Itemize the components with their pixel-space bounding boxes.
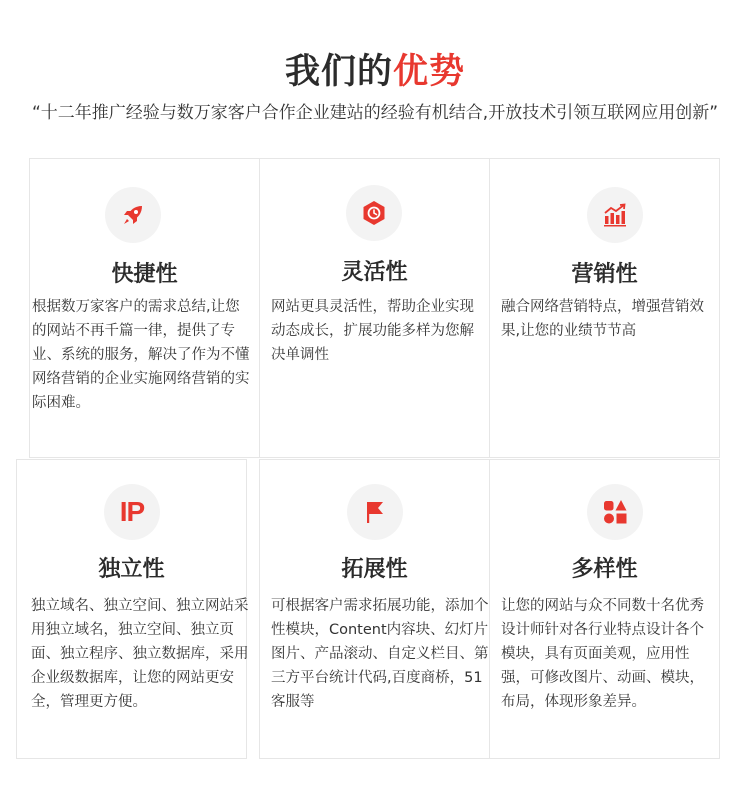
advantage-card-speed <box>29 158 260 458</box>
section-title-main: 我们的 <box>284 52 393 92</box>
card-title: 多样性 <box>571 557 638 582</box>
advantage-card-diversity <box>489 459 720 759</box>
card-description: 融合网络营销特点，增强营销效果,让您的业绩节节高 <box>501 299 704 339</box>
flag-icon-circle <box>347 484 403 540</box>
advantage-card-independence <box>16 459 247 759</box>
card-description: 网站更具灵活性，帮助企业实现动态成长，扩展功能多样为您解决单调性 <box>271 299 474 363</box>
card-description: 让您的网站与众不同数十名优秀设计师针对各行业特点设计各个模块，具有页面美观，应用性强，可修改图片、动画、模块，布局，体现形象差异。 <box>501 598 704 710</box>
bar-chart-icon <box>602 202 628 228</box>
card-description: 独立域名、独立空间、独立网站采用独立域名，独立空间、独立页面、独立程序、独立数据库，采用企业级数据库，让您的网站更安全，管理更方便。 <box>31 598 249 710</box>
card-title: 灵活性 <box>341 260 408 285</box>
section-subtitle: “十二年推广经验与数万家客户合作企业建站的经验有机结合,开放技术引领互联网应用创新” <box>31 103 719 123</box>
flag-icon <box>363 499 387 525</box>
card-description: 可根据客户需求拓展功能，添加个性模块，Content内容块、幻灯片图片、产品滚动、自定义栏目、第三方平台统计代码,百度商桥，51客服等 <box>271 598 489 710</box>
ip-icon: IP <box>119 496 145 527</box>
shapes-icon-circle <box>587 484 643 540</box>
advantage-card-marketing <box>489 158 720 458</box>
section-title-accent: 优势 <box>393 52 466 92</box>
advantage-card-flexibility <box>259 158 490 458</box>
advantage-card-extensibility <box>259 459 490 759</box>
rocket-icon <box>120 202 146 228</box>
hexagon-clock-icon-circle <box>346 185 402 241</box>
card-description: 根据数万家客户的需求总结,让您的网站不再千篇一律，提供了专业、系统的服务，解决了作为不懂网络营销的企业实施网络营销的实际困难。 <box>32 299 250 411</box>
rocket-icon-circle <box>105 187 161 243</box>
card-title: 拓展性 <box>341 557 408 582</box>
card-title: 独立性 <box>98 557 165 582</box>
card-title: 营销性 <box>571 262 638 287</box>
ip-icon-circle <box>104 484 160 540</box>
hexagon-clock-icon <box>360 199 388 227</box>
card-title: 快捷性 <box>111 262 178 287</box>
shapes-icon <box>601 498 629 526</box>
bar-chart-icon-circle <box>587 187 643 243</box>
section-title <box>0 44 750 94</box>
